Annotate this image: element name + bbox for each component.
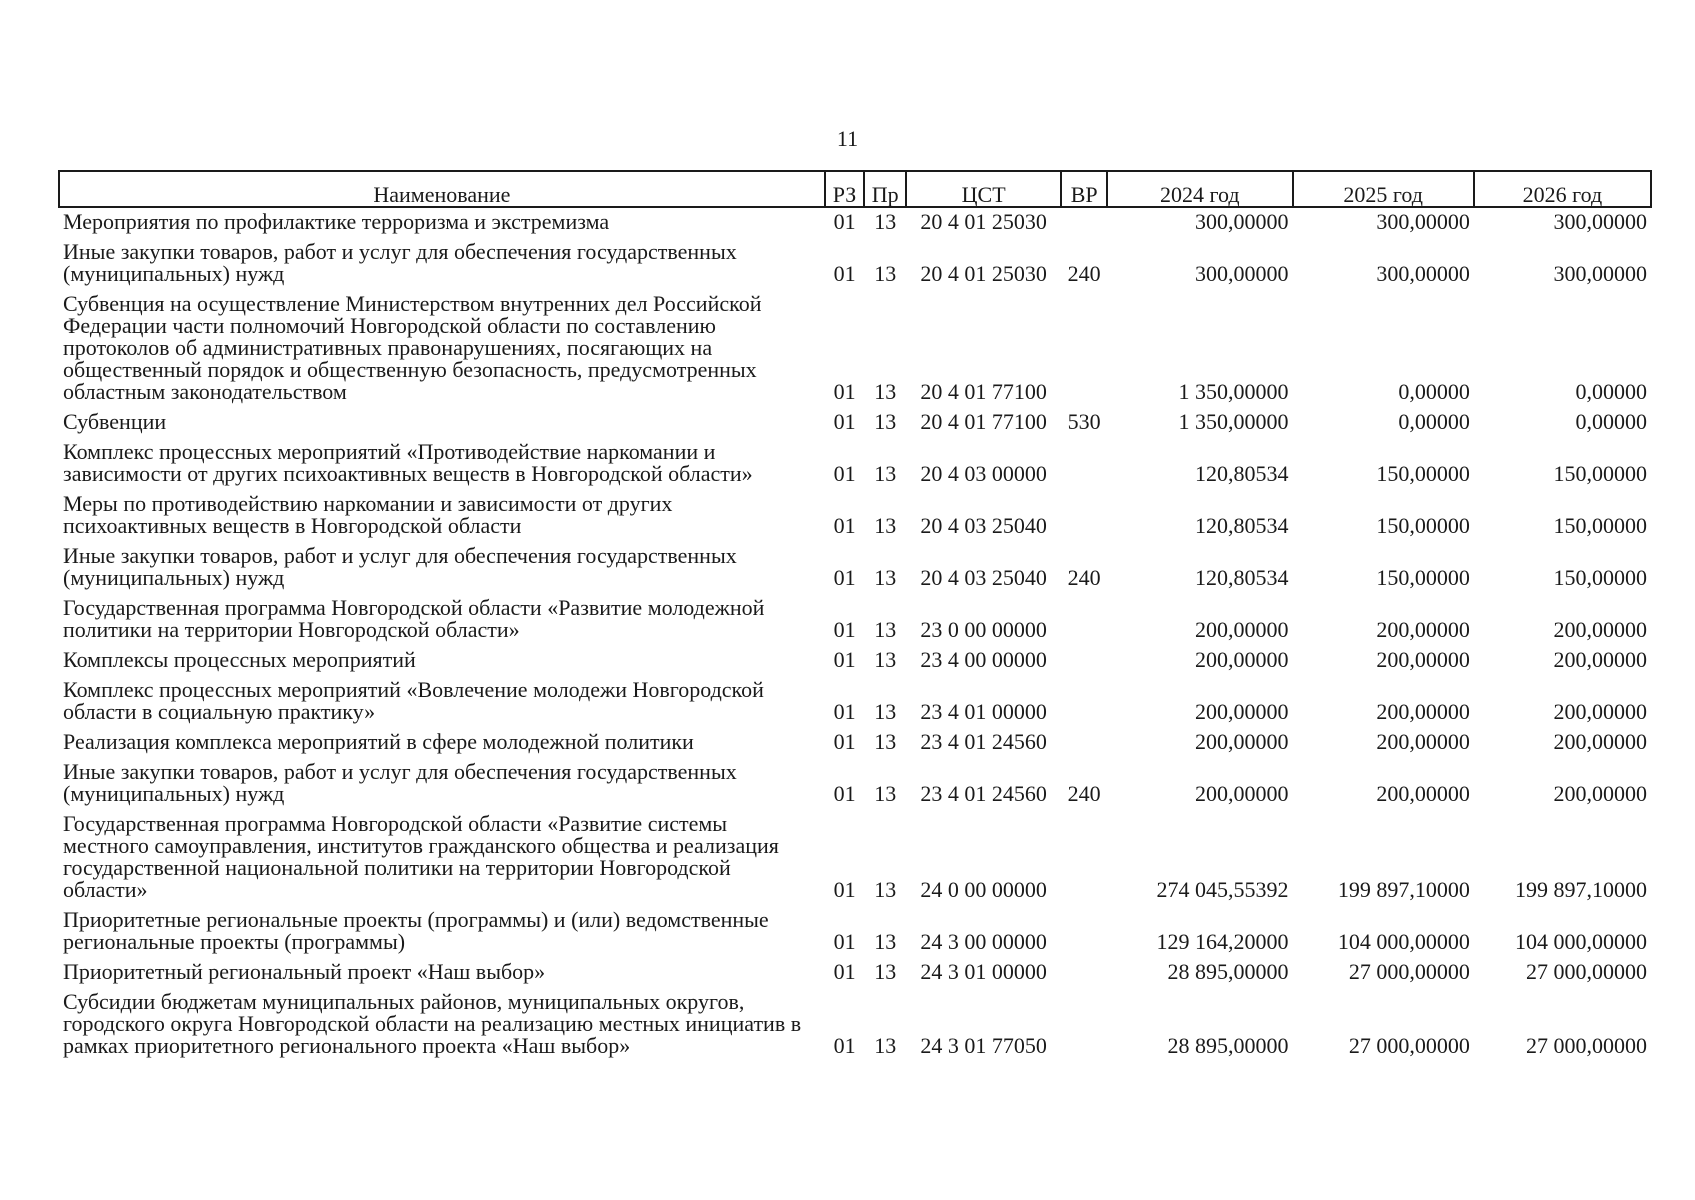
- cell-2024: 28 895,00000: [1167, 1033, 1289, 1058]
- table-row: [59, 958, 1651, 988]
- cell-vr: 240: [1067, 261, 1101, 286]
- header-cst: ЦСТ: [906, 171, 1061, 207]
- cell-2025: 200,00000: [1376, 617, 1470, 642]
- table-row: [59, 676, 1651, 728]
- cell-pr: 13: [874, 617, 897, 642]
- cell-pr: 13: [874, 781, 897, 806]
- cell-2025: 27 000,00000: [1348, 959, 1470, 984]
- cell-rz: 01: [833, 929, 856, 954]
- cell-2024: 200,00000: [1195, 617, 1289, 642]
- cell-cst: 24 0 00 00000: [920, 877, 1047, 902]
- cell-2025: 104 000,00000: [1337, 929, 1470, 954]
- cell-2026: 150,00000: [1553, 461, 1647, 486]
- table-row: [59, 906, 1651, 958]
- budget-table: [58, 170, 1652, 1062]
- cell-pr: 13: [874, 461, 897, 486]
- cell-rz: 01: [833, 699, 856, 724]
- cell-rz: 01: [833, 461, 856, 486]
- table-row: [59, 438, 1651, 490]
- cell-2025: 200,00000: [1376, 729, 1470, 754]
- cell-2025: 150,00000: [1376, 513, 1470, 538]
- cell-name: Субвенция на осуществление Министерством внутренних дел Российской Федерации части полномочий Новгородской области по составлению протоколов об административных правонарушениях, посягающих на общественный порядок и общественную безопасность, предусмотренных областным законодательством: [63, 291, 762, 404]
- cell-rz: 01: [833, 1033, 856, 1058]
- cell-cst: 23 4 01 24560: [920, 729, 1047, 754]
- cell-cst: 24 3 01 77050: [920, 1033, 1047, 1058]
- cell-vr: [1061, 988, 1107, 1062]
- cell-2025: 0,00000: [1398, 409, 1470, 434]
- cell-2026: 300,00000: [1553, 261, 1647, 286]
- table-row: [59, 290, 1651, 408]
- cell-cst: 20 4 01 77100: [920, 379, 1047, 404]
- cell-2024: 274 045,55392: [1156, 877, 1289, 902]
- cell-vr: [1061, 290, 1107, 408]
- cell-cst: 23 4 01 00000: [920, 699, 1047, 724]
- table-body: [59, 207, 1651, 1062]
- table-row: [59, 408, 1651, 438]
- cell-rz: 01: [833, 209, 856, 234]
- cell-2024: 300,00000: [1195, 261, 1289, 286]
- cell-2026: 27 000,00000: [1526, 1033, 1647, 1058]
- cell-2025: 200,00000: [1376, 647, 1470, 672]
- cell-pr: 13: [874, 959, 897, 984]
- cell-pr: 13: [874, 209, 897, 234]
- cell-2026: 200,00000: [1553, 617, 1647, 642]
- cell-2024: 300,00000: [1195, 209, 1289, 234]
- cell-2026: 150,00000: [1553, 565, 1647, 590]
- cell-cst: 20 4 01 77100: [920, 409, 1047, 434]
- cell-name: Комплекс процессных мероприятий «Вовлечение молодежи Новгородской области в социальную практику»: [63, 677, 764, 724]
- table-row: [59, 594, 1651, 646]
- cell-2024: 200,00000: [1195, 647, 1289, 672]
- cell-2025: 200,00000: [1376, 781, 1470, 806]
- cell-vr: [1061, 438, 1107, 490]
- cell-rz: 01: [833, 565, 856, 590]
- cell-vr: [1061, 810, 1107, 906]
- cell-name: Государственная программа Новгородской области «Развитие молодежной политики на территории Новгородской области»: [63, 595, 765, 642]
- cell-cst: 23 4 01 24560: [920, 781, 1047, 806]
- cell-rz: 01: [833, 781, 856, 806]
- cell-cst: 20 4 03 25040: [920, 565, 1047, 590]
- cell-2025: 27 000,00000: [1348, 1033, 1470, 1058]
- cell-name: Комплексы процессных мероприятий: [63, 647, 416, 672]
- cell-name: Реализация комплекса мероприятий в сфере молодежной политики: [63, 729, 694, 754]
- cell-2024: 200,00000: [1195, 699, 1289, 724]
- cell-name: Мероприятия по профилактике терроризма и экстремизма: [63, 209, 610, 234]
- table-row: [59, 758, 1651, 810]
- table-row: [59, 207, 1651, 238]
- cell-pr: 13: [874, 699, 897, 724]
- cell-name: Иные закупки товаров, работ и услуг для обеспечения государственных (муниципальных) нужд: [63, 759, 737, 806]
- cell-pr: 13: [874, 565, 897, 590]
- cell-name: Комплекс процессных мероприятий «Противодействие наркомании и зависимости от других психоактивных веществ в Новгородской области»: [63, 439, 753, 486]
- cell-rz: 01: [833, 513, 856, 538]
- cell-vr: [1061, 207, 1107, 238]
- header-2026: 2026 год: [1474, 171, 1651, 207]
- cell-cst: 23 0 00 00000: [920, 617, 1047, 642]
- cell-2026: 0,00000: [1575, 409, 1647, 434]
- header-2024: 2024 год: [1107, 171, 1292, 207]
- cell-2024: 129 164,20000: [1156, 929, 1289, 954]
- cell-2025: 199 897,10000: [1337, 877, 1470, 902]
- cell-pr: 13: [874, 647, 897, 672]
- cell-cst: 20 4 01 25030: [920, 261, 1047, 286]
- table-row: [59, 490, 1651, 542]
- cell-2026: 104 000,00000: [1515, 929, 1647, 954]
- header-name: Наименование: [59, 171, 825, 207]
- cell-name: Приоритетный региональный проект «Наш выбор»: [63, 959, 546, 984]
- cell-pr: 13: [874, 929, 897, 954]
- cell-pr: 13: [874, 877, 897, 902]
- cell-2026: 0,00000: [1575, 379, 1647, 404]
- cell-2024: 120,80534: [1195, 513, 1289, 538]
- cell-cst: 20 4 03 25040: [920, 513, 1047, 538]
- cell-vr: [1061, 490, 1107, 542]
- cell-2025: 150,00000: [1376, 461, 1470, 486]
- cell-2025: 300,00000: [1376, 261, 1470, 286]
- cell-rz: 01: [833, 617, 856, 642]
- cell-2026: 200,00000: [1553, 729, 1647, 754]
- cell-pr: 13: [874, 729, 897, 754]
- cell-name: Меры по противодействию наркомании и зависимости от других психоактивных веществ в Новгородской области: [63, 491, 673, 538]
- cell-pr: 13: [874, 513, 897, 538]
- cell-vr: [1061, 646, 1107, 676]
- cell-pr: 13: [874, 409, 897, 434]
- cell-cst: 24 3 01 00000: [920, 959, 1047, 984]
- cell-pr: 13: [874, 261, 897, 286]
- cell-2024: 200,00000: [1195, 729, 1289, 754]
- table-row: [59, 988, 1651, 1062]
- cell-2025: 200,00000: [1376, 699, 1470, 724]
- cell-2024: 200,00000: [1195, 781, 1289, 806]
- cell-2025: 300,00000: [1376, 209, 1470, 234]
- cell-name: Иные закупки товаров, работ и услуг для обеспечения государственных (муниципальных) нужд: [63, 239, 737, 286]
- cell-rz: 01: [833, 877, 856, 902]
- cell-2024: 120,80534: [1195, 461, 1289, 486]
- cell-2026: 199 897,10000: [1515, 877, 1647, 902]
- cell-2024: 120,80534: [1195, 565, 1289, 590]
- cell-rz: 01: [833, 729, 856, 754]
- table-row: [59, 238, 1651, 290]
- table-header-row: [59, 171, 1651, 207]
- cell-rz: 01: [833, 647, 856, 672]
- cell-name: Государственная программа Новгородской области «Развитие системы местного самоуправления, институтов гражданского общества и реализация государственной национальной политики на территории Новгородской области»: [63, 811, 779, 902]
- cell-rz: 01: [833, 409, 856, 434]
- cell-vr: [1061, 728, 1107, 758]
- cell-vr: [1061, 676, 1107, 728]
- cell-2026: 27 000,00000: [1526, 959, 1647, 984]
- cell-rz: 01: [833, 959, 856, 984]
- header-rz: РЗ: [825, 171, 865, 207]
- header-2025: 2025 год: [1293, 171, 1474, 207]
- cell-pr: 13: [874, 379, 897, 404]
- cell-vr: [1061, 906, 1107, 958]
- cell-2025: 150,00000: [1376, 565, 1470, 590]
- cell-2025: 0,00000: [1398, 379, 1470, 404]
- cell-vr: 240: [1067, 565, 1101, 590]
- cell-cst: 20 4 03 00000: [920, 461, 1047, 486]
- cell-vr: [1061, 958, 1107, 988]
- cell-2024: 28 895,00000: [1167, 959, 1289, 984]
- cell-name: Приоритетные региональные проекты (программы) и (или) ведомственные региональные проекты (программы): [63, 907, 769, 954]
- cell-cst: 20 4 01 25030: [920, 209, 1047, 234]
- cell-pr: 13: [874, 1033, 897, 1058]
- cell-cst: 23 4 00 00000: [920, 647, 1047, 672]
- table-row: [59, 646, 1651, 676]
- header-pr: Пр: [864, 171, 906, 207]
- table-row: [59, 810, 1651, 906]
- cell-rz: 01: [833, 379, 856, 404]
- cell-2026: 200,00000: [1553, 699, 1647, 724]
- cell-2026: 150,00000: [1553, 513, 1647, 538]
- cell-name: Субвенции: [63, 409, 167, 434]
- cell-name: Субсидии бюджетам муниципальных районов, муниципальных округов, городского округа Новгородской области на реализацию местных инициатив в рамках приоритетного регионального проекта «Наш выбор»: [63, 989, 802, 1058]
- cell-2026: 300,00000: [1553, 209, 1647, 234]
- cell-2026: 200,00000: [1553, 781, 1647, 806]
- cell-2024: 1 350,00000: [1178, 379, 1289, 404]
- cell-rz: 01: [833, 261, 856, 286]
- table-row: [59, 728, 1651, 758]
- cell-2026: 200,00000: [1553, 647, 1647, 672]
- cell-cst: 24 3 00 00000: [920, 929, 1047, 954]
- cell-2024: 1 350,00000: [1178, 409, 1289, 434]
- table-row: [59, 542, 1651, 594]
- header-vr: ВР: [1061, 171, 1107, 207]
- cell-vr: 530: [1067, 409, 1101, 434]
- cell-name: Иные закупки товаров, работ и услуг для обеспечения государственных (муниципальных) нужд: [63, 543, 737, 590]
- page-number: 11: [836, 126, 859, 151]
- cell-vr: 240: [1067, 781, 1101, 806]
- cell-vr: [1061, 594, 1107, 646]
